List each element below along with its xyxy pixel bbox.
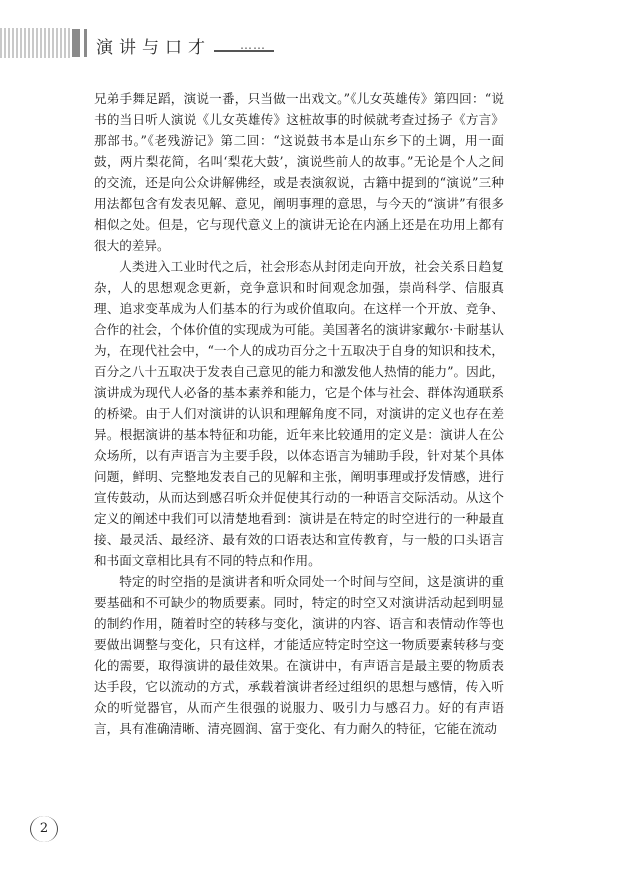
header-dots: …… xyxy=(240,38,266,52)
paragraph-1: 兄弟手舞足蹈，演说一番，只当做一出戏文。”《儿女英雄传》第四回：“说书的当日听人演说《儿女英雄传》这桩故事的时候就考查过扬子《方言》那部书。”《老残游记》第二回：“这说鼓书本是山东乡下的土调，用一面鼓，两片梨花简，名叫‘梨花大鼓’，演说些前人的故事。”无论是个人之间的交流，还是向公众讲解佛经，或是表演叙说，古籍中提到的“演说”三种用法都包含有发表见解、意见，阐明事理的意思，与今天的“演讲”有很多相似之处。但是，它与现代意义上的演讲无论在内涵上还是在功用上都有很大的差异。 xyxy=(94,91,504,253)
running-header xyxy=(0,0,625,70)
body-text xyxy=(94,88,504,739)
paragraph-3: 特定的时空指的是演讲者和听众同处一个时间与空间，这是演讲的重要基础和不可缺少的物质要素。同时，特定的时空又对演讲活动起到明显的制约作用，随着时空的转移与变化，演讲的内容、语言和表情动作等也要做出调整与变化，只有这样，才能适应特定时空这一物质要素转移与变化的需要，取得演讲的最佳效果。在演讲中，有声语言是最主要的物质表达手段，它以流动的方式，承载着演讲者经过组织的思想与感情，传入听众的听觉器官，从而产生很强的说服力、吸引力与感召力。好的有声语言，具有准确清晰、清亮圆润、富于变化、有力耐久的特征，它能在流动 xyxy=(94,574,504,736)
header-bar-decoration xyxy=(72,29,80,57)
running-header-title: 演讲与口才 xyxy=(96,38,211,58)
header-bar-decoration-thin xyxy=(84,29,87,57)
header-stripe-decoration xyxy=(0,28,72,58)
page-number: 2 xyxy=(30,816,58,842)
paragraph-2: 人类进入工业时代之后，社会形态从封闭走向开放，社会关系日趋复杂，人的思想观念更新，竞争意识和时间观念加强，崇尚科学、信服真理、追求变革成为人们基本的行为或价值取向。在这样一个开放、竞争、合作的社会，个体价值的实现成为可能。美国著名的演讲家戴尔·卡耐基认为，在现代社会中，“一个人的成功百分之十五取决于自身的知识和技术，百分之八十五取决于发表自己意见的能力和激发他人热情的能力”。因此，演讲成为现代人必备的基本素养和能力，它是个体与社会、群体沟通联系的桥梁。由于人们对演讲的认识和理解角度不同，对演讲的定义也存在差异。根据演讲的基本特征和功能，近年来比较通用的定义是：演讲人在公众场所，以有声语言为主要手段，以体态语言为辅助手段，针对某个具体问题，鲜明、完整地发表自己的见解和主张，阐明事理或抒发情感，进行宣传鼓动，从而达到感召听众并促使其行动的一种语言交际活动。从这个定义的阐述中我们可以清楚地看到：演讲是在特定的时空进行的一种最直接、最灵活、最经济、最有效的口语表达和宣传教育，与一般的口头语言和书面文章相比具有不同的特点和作用。 xyxy=(94,259,504,568)
